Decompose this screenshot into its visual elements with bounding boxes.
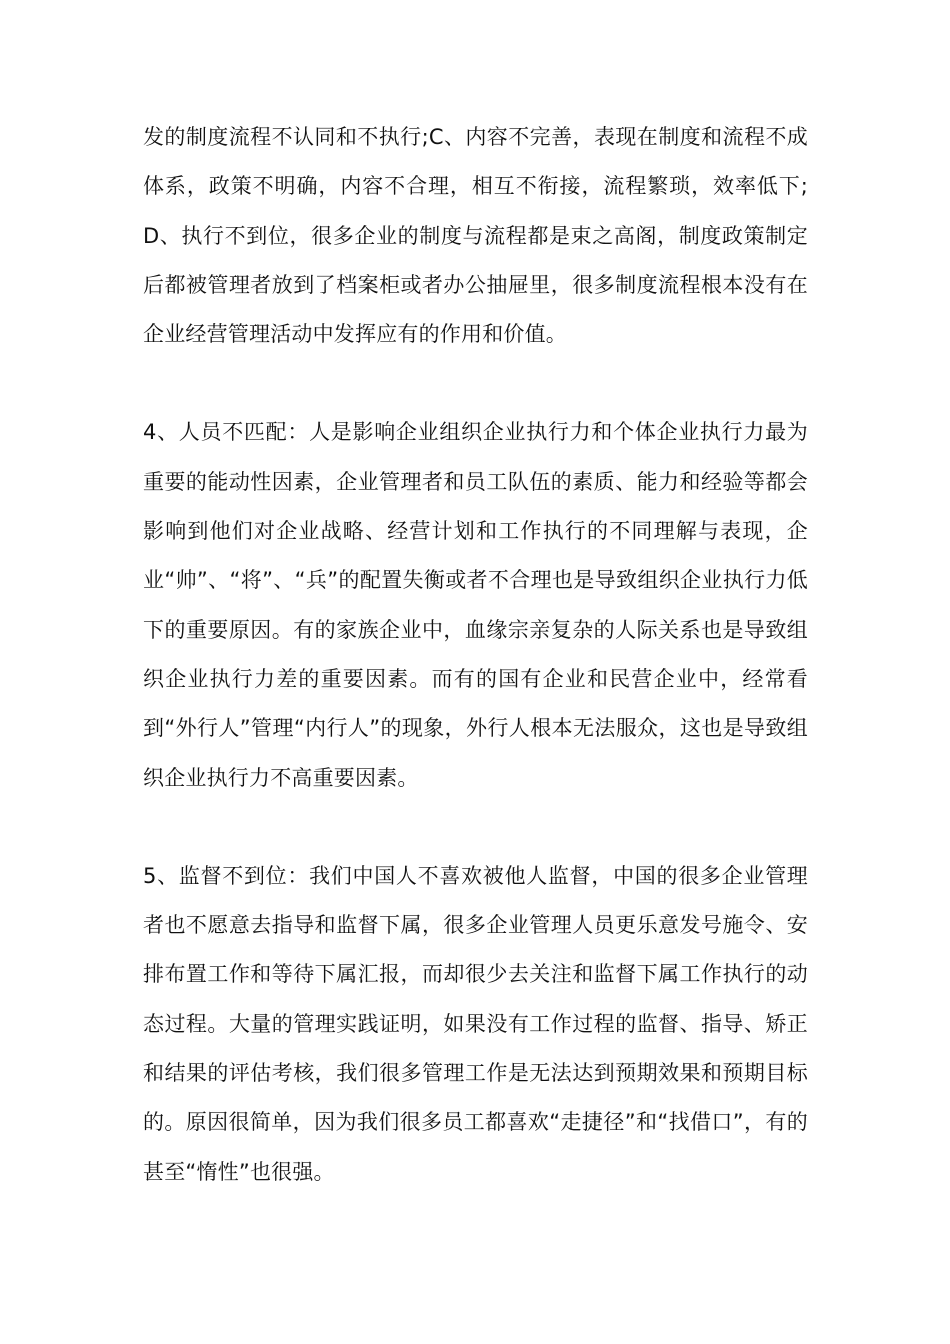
- paragraph-staffing-mismatch: 4、人员不匹配：人是影响企业组织企业执行力和个体企业执行力最为重要的能动性因素，企业管理者和员工队伍的素质、能力和经验等都会影响到他们对企业战略、经营计划和工作执行的不同理解与表现，企业“帅”、“将”、“兵”的配置失衡或者不合理也是导致组织企业执行力低下的重要原因。有的家族企业中，血缘宗亲复杂的人际关系也是导致组织企业执行力差的重要因素。而有的国有企业和民营企业中，经常看到“外行人”管理“内行人”的现象，外行人根本无法服众，这也是导致组织企业执行力不高重要因素。: [143, 420, 808, 790]
- paragraph-continuation: 发的制度流程不认同和不执行;C、内容不完善，表现在制度和流程不成体系，政策不明确，内容不合理，相互不衔接，流程繁琐，效率低下;D、执行不到位，很多企业的制度与流程都是束之高阁，制度政策制定后都被管理者放到了档案柜或者办公抽屉里，很多制度流程根本没有在企业经营管理活动中发挥应有的作用和价值。: [143, 125, 808, 347]
- paragraph-supervision-lacking: 5、监督不到位：我们中国人不喜欢被他人监督，中国的很多企业管理者也不愿意去指导和监督下属，很多企业管理人员更乐意发号施令、安排布置工作和等待下属汇报，而却很少去关注和监督下属工作执行的动态过程。大量的管理实践证明，如果没有工作过程的监督、指导、矫正和结果的评估考核，我们很多管理工作是无法达到预期效果和预期目标的。原因很简单，因为我们很多员工都喜欢“走捷径”和“找借口”，有的甚至“惰性”也很强。: [143, 863, 808, 1184]
- document-body: [143, 113, 808, 1197]
